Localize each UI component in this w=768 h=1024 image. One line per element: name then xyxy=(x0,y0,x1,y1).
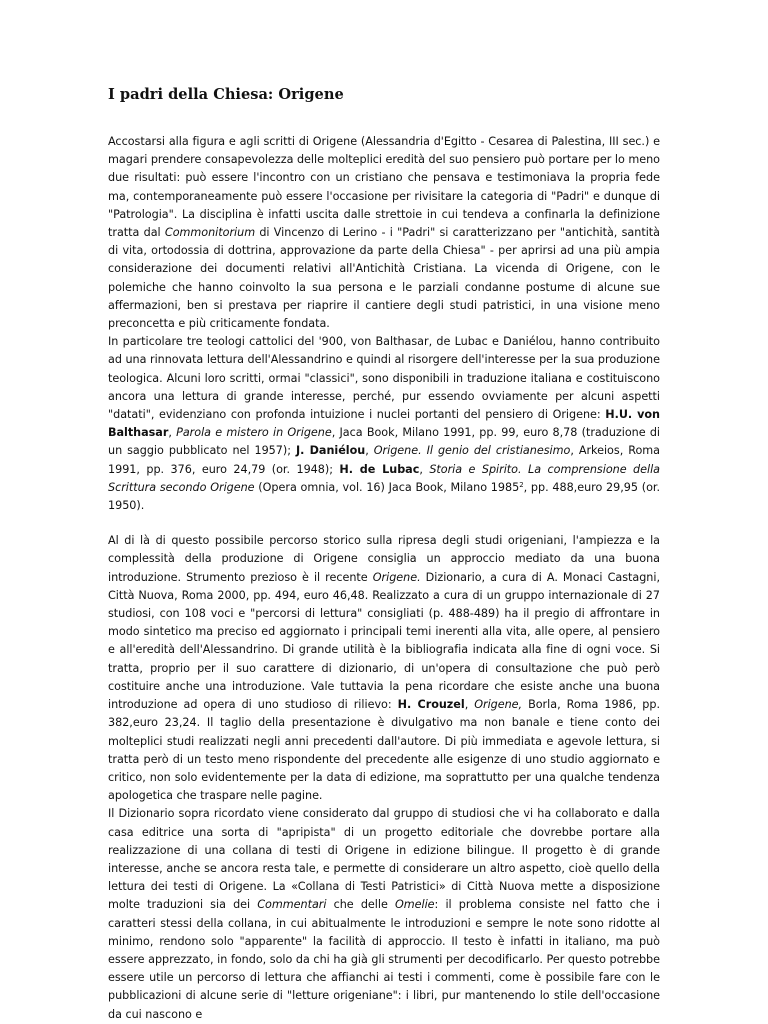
book-title: Origene. xyxy=(372,570,421,584)
book-title: Storia e Spirito. La comprensione della Scrittura secondo Origene xyxy=(108,462,660,494)
work-title: Omelie xyxy=(394,898,435,912)
work-title: Commentari xyxy=(257,898,327,912)
page-title: I padri della Chiesa: Origene xyxy=(108,86,344,103)
book-title: Origene. Il genio del cristianesimo xyxy=(373,444,571,458)
book-title: Parola e mistero in Origene xyxy=(176,426,332,440)
text-run: che delle xyxy=(326,898,395,912)
paragraph-theologians xyxy=(108,333,660,515)
text-run: In particolare tre teologi cattolici del '900, von Balthasar, de Lubac e Daniélou, hanno contribuito ad una rinnovata lettura dell'Alessandrino e quindi al risorgere dell'interesse per la sua produzione teologica. Alcuni loro scritti, ormai "classici", sono disponibili in traduzione italiana e costituiscono ancora una lettura di grande interesse, perché, pur essendo ovviamente per alcuni aspetti "datati", evidenziano con profonda intuizione i nuclei portanti del pensiero di Origene: xyxy=(108,335,660,422)
text-run: , xyxy=(365,444,374,458)
text-run: , pp. 488,euro 29,95 (or. 1950). xyxy=(108,480,660,513)
text-run: Borla, Roma 1986, pp. 382,euro 23,24. Il taglio della presentazione è divulgativo ma non banale e tiene conto dei molteplici studi realizzati negli anni precedenti dall'autore. Di più immediata e agevole lettura, si tratta però di un testo meno rispondente del precedente alle esigenze di uno studio aggiornato e critico, non solo evidentemente per la data di edizione, ma soprattutto per una qualche tendenza apologetica che traspare nelle pagine. xyxy=(108,698,660,803)
superscript: 2 xyxy=(519,480,524,489)
text-run: , xyxy=(464,698,475,712)
text-run: , xyxy=(419,462,430,476)
paragraph-collana xyxy=(108,805,660,1023)
text-run: Accostarsi alla figura e agli scritti di Origene (Alessandria d'Egitto - Cesarea di Palestina, III sec.) e magari prendere consapevolezza delle molteplici eredità del suo pensiero può portare per lo meno due risultati: può essere l'incontro con un cristiano che pensava e testimoniava la propria fede ma, contemporaneamente può essere l'occasione per rivisitare la categoria di "Padri" e dunque di "Patrologia". La disciplina è infatti uscita dalle strettoie in cui tendeva a confinarla la definizione tratta dal xyxy=(108,135,660,240)
text-run: , Jaca Book, Milano 1991, pp. 99, euro 8,78 (traduzione di un saggio pubblicato nel 1957); xyxy=(108,426,660,458)
book-title: Origene, xyxy=(474,698,523,712)
text-run: Il Dizionario sopra ricordato viene considerato dal gruppo di studiosi che vi ha collaborato e dalla casa editrice una sorta di "apripista" di un progetto editoriale che dovrebbe portare alla realizzazione di una collana di testi di Origene in edizione bilingue. Il progetto è di grande interesse, anche se ancora resta tale, e permette di considerare un altro aspetto, cioè quello della lettura dei testi di Origene. La «Collana di Testi Patristici» di Città Nuova mette a disposizione molte traduzioni sia dei xyxy=(108,807,660,912)
text-run: Dizionario, a cura di A. Monaci Castagni, Città Nuova, Roma 2000, pp. 494, euro 46,48. Realizzato a cura di un gruppo internazionale di 27 studiosi, con 108 voci e "percorsi di lettura" consigliati (p. 488-489) ha il pregio di affrontare in modo sintetico ma preciso ed aggiornato i principali temi inerenti alla vita, alle opere, al pensiero e all'eredità dell'Alessandrino. Di grande utilità è la bibliografia indicata alla fine di ogni voce. Si tratta, proprio per il suo carattere di dizionario, di un'opera di consultazione che può però costituire anche una introduzione. Vale tuttavia la pena ricordare che esiste anche una buona introduzione ad opera di uno studioso di rilievo: xyxy=(108,570,660,712)
paragraph-intro xyxy=(108,133,660,333)
text-run: , xyxy=(168,426,177,440)
author-name: H. de Lubac xyxy=(339,462,420,476)
author-name: H.U. von Balthasar xyxy=(108,408,660,440)
text-run: (Opera omnia, vol. 16) Jaca Book, Milano 1985 xyxy=(254,480,520,494)
text-run: Al di là di questo possibile percorso storico sulla ripresa degli studi origeniani, l'ampiezza e la complessità della produzione di Origene consiglia un approccio mediato da una buona introduzione. Strumento prezioso è il recente xyxy=(108,534,660,584)
paragraph-dictionary xyxy=(108,532,660,805)
text-run: , Arkeios, Roma 1991, pp. 376, euro 24,79 (or. 1948); xyxy=(108,444,661,476)
author-name: H. Crouzel xyxy=(397,698,465,712)
text-run: : il problema consiste nel fatto che i caratteri stessi della collana, in cui abitualmente le introduzioni e sempre le note sono ridotte al minimo, rendono solo "apparente" la facilità di approccio. Il testo è infatti in italiano, ma può essere apprezzato, in fondo, solo da chi ha già gli strumenti per decodificarlo. Per questo potrebbe essere utile un percorso di lettura che affianchi ai testi i commenti, come è possibile fare con le pubblicazioni di alcune serie di "letture origeniane": i libri, pur mantenendo lo stile dell'occasione da cui nascono e xyxy=(108,898,660,1021)
document-page xyxy=(108,78,660,1024)
italic-title: Commonitorium xyxy=(164,226,256,240)
author-name: J. Daniélou xyxy=(295,444,366,458)
text-run: di Vincenzo di Lerino - i "Padri" si caratterizzano per "antichità, santità di vita, ortodossia di dottrina, approvazione da parte della Chiesa" - per aprirsi ad una più ampia considerazione dei documenti relativi all'Antichità Cristiana. La vicenda di Origene, con le polemiche che hanno coinvolto la sua persona e le parziali condanne postume di alcune sue affermazioni, ben si prestava per riaprire il cantiere degli studi patristici, in una visione meno preconcetta e più criticamente fondata. xyxy=(108,226,660,331)
